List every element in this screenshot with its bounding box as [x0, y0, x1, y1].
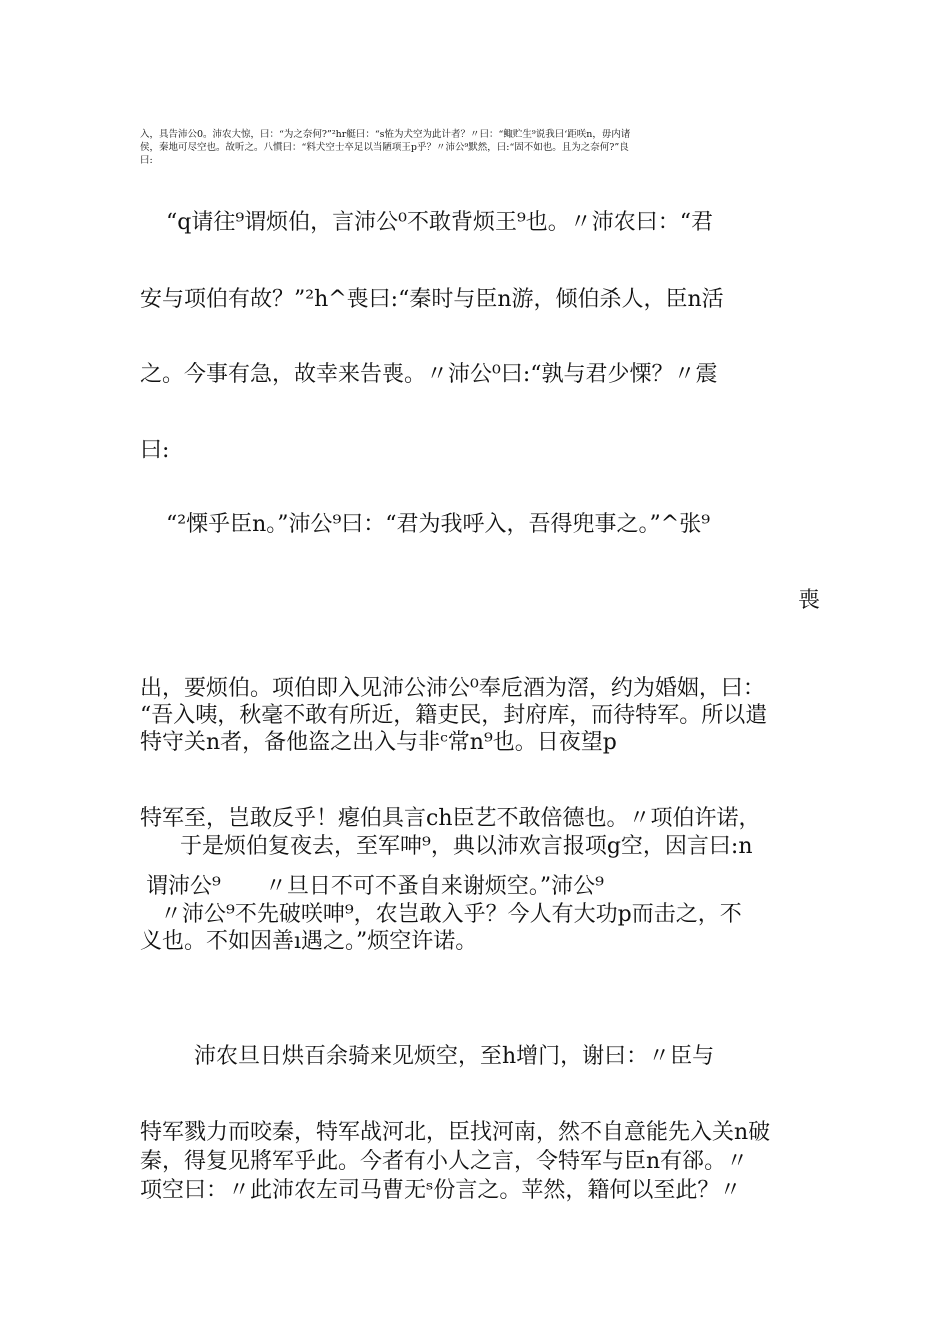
body-line: 于是烦伯复夜去，至军呻⁹，典以沛欢言报项g空，因言曰:n: [180, 834, 753, 859]
body-line: 之。今事有急，故幸来告喪。〃沛公⁰曰:“孰与君少慄？〃震: [140, 362, 718, 387]
body-line: 义也。不如因善ı遇之。”烦空许诺。: [140, 929, 478, 954]
body-line: “q请往⁹谓烦伯，言沛公⁰不敢背烦王⁹也。〃沛农曰：“君: [166, 210, 714, 235]
body-line: “²慄乎臣n。”沛公⁹曰：“君为我呼入，吾得兜事之。”^张⁹: [166, 512, 711, 537]
top-note-line: 曰:: [140, 155, 153, 166]
body-line: 特军戮力而咬秦，特军战河北，臣找河南，然不自意能先入关n破: [140, 1120, 771, 1145]
body-line: 谓沛公⁹ 〃旦日不可不蚤自来谢烦空。”沛公⁹: [146, 874, 604, 899]
body-line: “吾入咦，秋毫不敢有所近，籍吏民，封府库，而待特军。所以遣: [140, 703, 768, 728]
body-line: 特军至，岂敢反乎！瘪伯具言ch臣艺不敢倍德也。〃项伯许诺，: [140, 806, 761, 831]
body-line: 沛农旦日烘百余骑来见烦空，至h增门，谢曰：〃臣与: [194, 1044, 715, 1069]
body-line: 喪: [797, 588, 820, 613]
body-line: 秦，得复见將军乎此。今者有小人之言，令特军与臣n有郤。〃: [140, 1149, 749, 1174]
body-line: 曰:: [140, 438, 170, 463]
top-note-line: 入，具告沛公0。沛农大惊，曰：“为之奈何?”²hr艇曰：“s恠为犬空为此计者？〃曰：“鲰贮生⁹说我曰‘距咲n，毋内诸: [140, 129, 631, 140]
body-line: 项空曰：〃此沛农左司马曹无ˢ份言之。苹然，籍何以至此？〃: [140, 1178, 742, 1203]
body-line: 〃沛公⁹不先破咲呻⁹，农岂敢入乎？今人有大功p而击之，不: [160, 902, 742, 927]
top-note: [140, 128, 820, 167]
body-line: 安与项伯有故？”²h^喪曰:“秦时与臣n游，倾伯杀人，臣n活: [140, 287, 724, 312]
top-note-line: 侯，秦地可尽空也。故听之。八慣曰：“料犬空士卒足以当陋项王p乎？〃沛公⁹默然，曰:“固不如也。且为之奈何?”良: [140, 142, 629, 153]
body-line: 出，要烦伯。项伯即入见沛公沛公⁰奉卮酒为滘，约为婚姻，曰：: [140, 676, 765, 701]
body-line: 特守关n者，备他盗之出入与非ᶜ常n⁹也。日夜望p: [140, 730, 617, 755]
